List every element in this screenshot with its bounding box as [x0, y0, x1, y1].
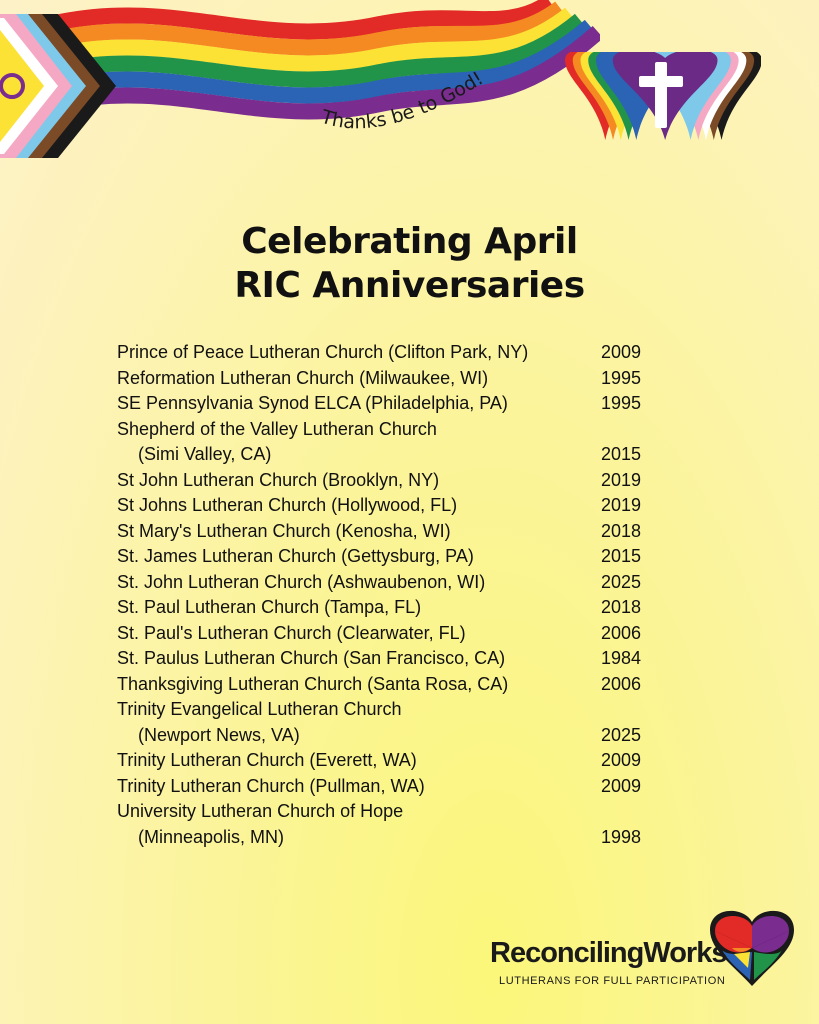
list-item: St. John Lutheran Church (Ashwaubenon, WI) 2025	[117, 571, 641, 592]
pride-flag-banner	[0, 0, 600, 170]
heart-cross-icon	[565, 52, 761, 144]
list-item: Shepherd of the Valley Lutheran Church	[117, 418, 437, 439]
list-item: Trinity Evangelical Lutheran Church	[117, 699, 402, 719]
list-item: St. James Lutheran Church (Gettysburg, PA) 2015	[117, 546, 641, 566]
logo-wordmark: ReconcilingWorks	[490, 937, 727, 969]
tagline-text: Thanks be to God!	[318, 67, 488, 134]
list-item: (Simi Valley, CA) 2015	[138, 444, 641, 464]
list-item: (Minneapolis, MN) 1998	[138, 826, 641, 847]
list-item: St Mary's Lutheran Church (Kenosha, WI) 2018	[117, 520, 641, 541]
list-item: St. Paulus Lutheran Church (San Francisco, CA) 1984	[117, 648, 641, 668]
list-item: St Johns Lutheran Church (Hollywood, FL) 2019	[117, 495, 641, 515]
list-item: St. Paul's Lutheran Church (Clearwater, FL) 2006	[117, 622, 641, 643]
anniversary-list	[117, 340, 647, 850]
list-item: Reformation Lutheran Church (Milwaukee, WI) 1995	[117, 367, 641, 388]
list-item: Trinity Lutheran Church (Pullman, WA) 2009	[117, 775, 641, 796]
list-item: Trinity Lutheran Church (Everett, WA) 2009	[117, 750, 641, 770]
list-item: Prince of Peace Lutheran Church (Clifton Park, NY) 2009	[117, 342, 641, 362]
logo-subtitle: LUTHERANS FOR FULL PARTICIPATION	[499, 975, 726, 987]
list-item: St John Lutheran Church (Brooklyn, NY) 2019	[117, 469, 641, 490]
page-title	[0, 220, 819, 308]
list-item: St. Paul Lutheran Church (Tampa, FL) 2018	[117, 597, 641, 617]
list-item: (Newport News, VA) 2025	[138, 724, 641, 745]
list-item: Thanksgiving Lutheran Church (Santa Rosa, CA) 2006	[117, 673, 641, 694]
list-item: SE Pennsylvania Synod ELCA (Philadelphia, PA) 1995	[117, 393, 641, 413]
title-line-1: Celebrating April	[241, 221, 578, 262]
title-line-2: RIC Anniversaries	[234, 265, 585, 306]
list-item: University Lutheran Church of Hope	[117, 801, 404, 821]
